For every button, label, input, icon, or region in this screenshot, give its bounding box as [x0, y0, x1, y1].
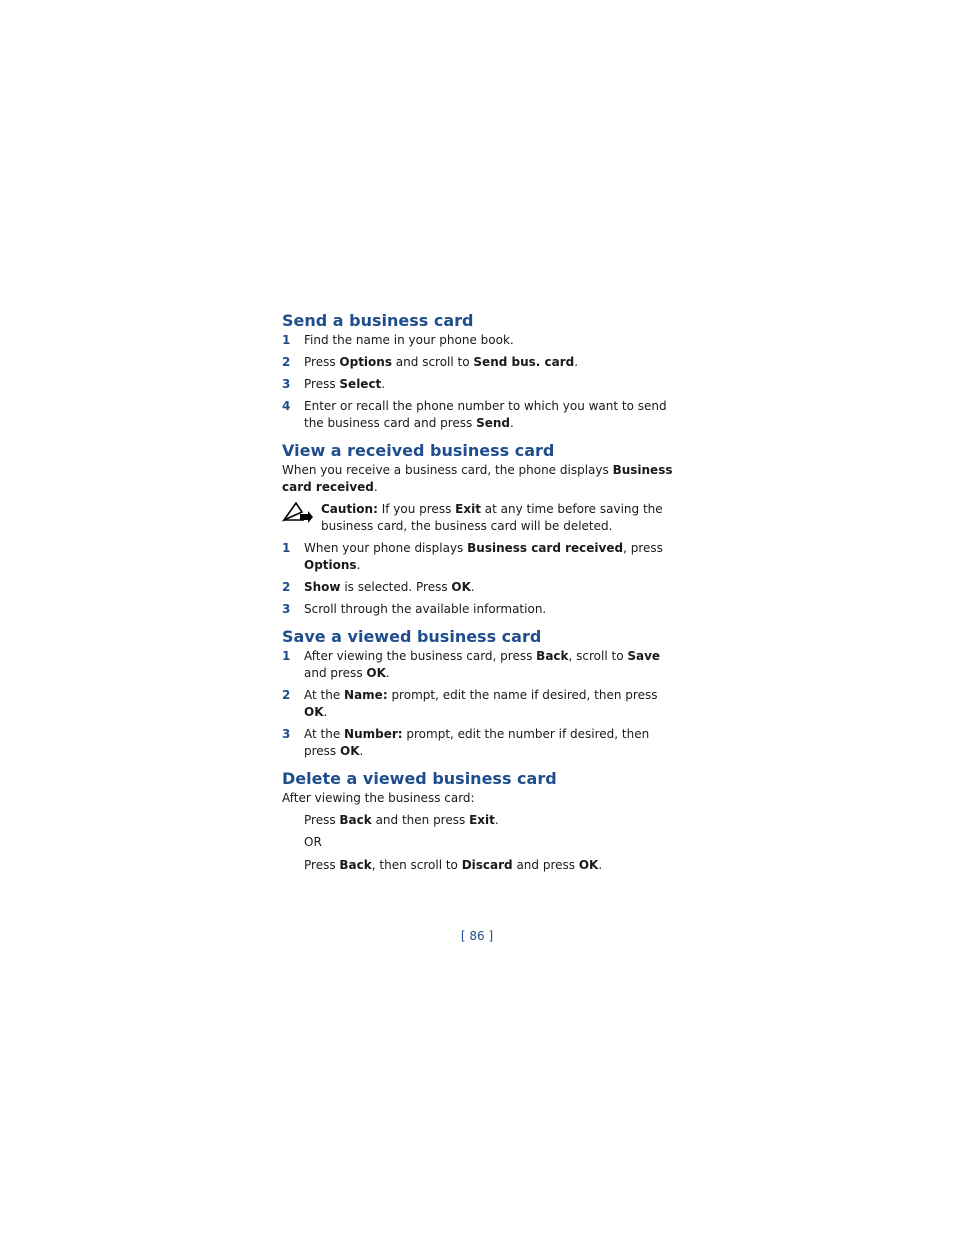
- step-number: 1: [282, 541, 291, 555]
- bold-term: Save: [627, 649, 661, 663]
- text-run: is selected. Press: [340, 580, 452, 594]
- bold-term: Exit: [455, 502, 481, 516]
- text-run: Enter or recall the phone number to which you want to send the business card and press: [304, 399, 667, 430]
- step-number: 3: [282, 602, 291, 616]
- text-run: .: [323, 705, 328, 719]
- bold-term: Business card received: [467, 541, 624, 555]
- step-number: 3: [282, 727, 291, 741]
- text-run: prompt, edit the name if desired, then press: [387, 688, 658, 702]
- bold-term: Back: [536, 649, 569, 663]
- bold-term: Exit: [469, 813, 495, 827]
- bold-term: Business card received: [282, 463, 673, 494]
- step-item: [282, 540, 682, 574]
- text-run: .: [598, 858, 603, 872]
- bold-term: Number:: [344, 727, 403, 741]
- step-item: [282, 398, 682, 432]
- bold-term: Send: [476, 416, 511, 430]
- bold-term: Name:: [344, 688, 388, 702]
- text-run: and press: [304, 666, 367, 680]
- step-number: 2: [282, 580, 291, 594]
- text-run: Press: [304, 355, 340, 369]
- text-run: and press: [512, 858, 579, 872]
- text-run: .: [385, 666, 390, 680]
- bold-term: OK: [340, 744, 360, 758]
- step-number: 3: [282, 377, 291, 391]
- text-run: at any time before saving the business card, the business card will be deleted.: [321, 502, 663, 533]
- text-run: prompt, edit the number if desired, then press: [304, 727, 650, 758]
- text-run: , scroll to: [568, 649, 628, 663]
- section: [282, 768, 682, 874]
- step-number: 1: [282, 649, 291, 663]
- text-run: At the: [304, 727, 345, 741]
- bold-term: Send bus. card: [473, 355, 575, 369]
- alternative-instruction: [282, 857, 682, 874]
- text-run: If you press: [377, 502, 456, 516]
- section-heading: Send a business card: [282, 311, 474, 330]
- bold-term: Discard: [461, 858, 513, 872]
- section-heading: Delete a viewed business card: [282, 769, 557, 788]
- text-run: At the: [304, 688, 345, 702]
- bold-term: Caution:: [321, 502, 378, 516]
- alternative-instruction: [282, 812, 682, 829]
- text-run: After viewing the business card, press: [304, 649, 537, 663]
- warning-icon: [282, 501, 314, 523]
- intro-paragraph: [282, 790, 682, 807]
- step-item: [282, 354, 682, 371]
- document-page: [282, 310, 682, 882]
- bold-term: Back: [339, 858, 372, 872]
- step-list: [282, 332, 682, 432]
- caution-note: [282, 501, 682, 535]
- text-run: .: [574, 355, 579, 369]
- step-number: 2: [282, 688, 291, 702]
- page-number: [ 86 ]: [460, 929, 494, 943]
- text-run: .: [373, 480, 378, 494]
- section-heading: View a received business card: [282, 441, 555, 460]
- section: [282, 440, 682, 618]
- step-number: 4: [282, 399, 291, 413]
- text-run: .: [510, 416, 514, 430]
- text-run: After viewing the business card:: [282, 791, 475, 805]
- step-list: [282, 540, 682, 618]
- section: [282, 626, 682, 760]
- text-run: , press: [623, 541, 663, 555]
- text-run: .: [381, 377, 386, 391]
- bold-term: Show: [304, 580, 341, 594]
- bold-term: OK: [366, 666, 386, 680]
- step-list: [282, 648, 682, 760]
- bold-term: OK: [578, 858, 599, 872]
- text-run: Press: [304, 813, 340, 827]
- bold-term: Select: [339, 377, 382, 391]
- intro-paragraph: [282, 462, 682, 496]
- step-item: [282, 579, 682, 596]
- step-item: [282, 648, 682, 682]
- text-run: Press: [304, 377, 340, 391]
- text-run: and then press: [371, 813, 470, 827]
- text-run: When your phone displays: [304, 541, 468, 555]
- step-number: 1: [282, 333, 291, 347]
- text-run: When you receive a business card, the phone displays: [282, 463, 613, 477]
- bold-term: Options: [339, 355, 392, 369]
- section: [282, 310, 682, 432]
- text-run: .: [470, 580, 475, 594]
- bold-term: Options: [304, 558, 357, 572]
- step-item: [282, 376, 682, 393]
- text-run: .: [356, 558, 361, 572]
- text-run: .: [359, 744, 364, 758]
- alternative-instruction: [282, 834, 682, 851]
- step-number: 2: [282, 355, 291, 369]
- text-run: OR: [304, 835, 322, 849]
- text-run: Find the name in your phone book.: [304, 333, 514, 347]
- text-run: , then scroll to: [371, 858, 462, 872]
- text-run: Scroll through the available information.: [304, 602, 547, 616]
- step-item: [282, 332, 682, 349]
- bold-term: OK: [304, 705, 324, 719]
- text-run: .: [494, 813, 499, 827]
- step-item: [282, 687, 682, 721]
- section-heading: Save a viewed business card: [282, 627, 542, 646]
- bold-term: OK: [451, 580, 471, 594]
- caution-text: [321, 501, 682, 535]
- text-run: Press: [304, 858, 340, 872]
- step-item: [282, 601, 682, 618]
- bold-term: Back: [339, 813, 372, 827]
- text-run: and scroll to: [391, 355, 474, 369]
- step-item: [282, 726, 682, 760]
